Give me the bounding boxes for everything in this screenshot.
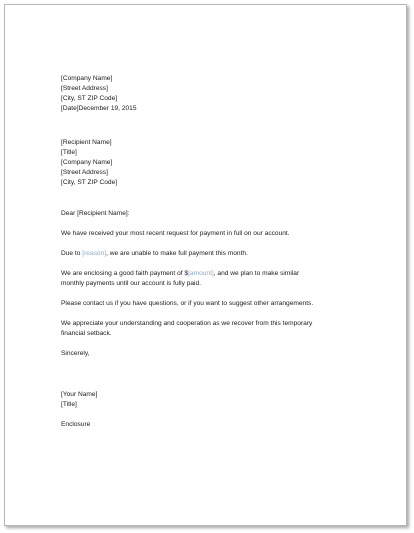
paragraph-5 xyxy=(61,319,361,339)
paragraph-1-text: We have received your most recent request for payment in full on our account. xyxy=(61,230,290,237)
recipient-address-block xyxy=(61,138,361,188)
signature-block xyxy=(61,390,361,410)
paragraph-2-end: , we are unable to make full payment this month. xyxy=(106,250,248,257)
salutation-text: Dear [Recipient Name]: xyxy=(61,210,130,217)
closing xyxy=(61,349,361,359)
signature-title: [Title] xyxy=(61,401,77,408)
paragraph-2 xyxy=(61,249,361,259)
paragraph-2-text xyxy=(61,249,361,259)
recipient-city: [City, ST ZIP Code] xyxy=(61,179,118,186)
paragraph-3 xyxy=(61,269,361,289)
paragraph-3-start: We are enclosing a good faith payment of $ xyxy=(61,270,189,277)
paragraph-5-line-1: We appreciate your understanding and cooperation as we recover from this temporary xyxy=(61,320,313,327)
signature-name: [Your Name] xyxy=(61,391,98,398)
sender-company: [Company Name] xyxy=(61,75,113,82)
paragraph-4-text: Please contact us if you have questions, or if you want to suggest other arrangements. xyxy=(61,300,314,307)
enclosure-note xyxy=(61,420,361,430)
paragraph-2-start: Due to xyxy=(61,250,83,257)
paragraph-4 xyxy=(61,299,361,309)
letter-page xyxy=(4,4,407,526)
letter-date xyxy=(61,104,361,114)
sender-city: [City, ST ZIP Code] xyxy=(61,95,118,102)
recipient-name: [Recipient Name] xyxy=(61,139,112,146)
date-value: December 19, 2015 xyxy=(78,105,137,112)
sender-address-block xyxy=(61,74,361,114)
paragraph-3-line-1 xyxy=(61,269,361,279)
sender-street: [Street Address] xyxy=(61,85,108,92)
enclosure-text: Enclosure xyxy=(61,421,91,428)
paragraph-1 xyxy=(61,229,361,239)
recipient-title: [Title] xyxy=(61,149,77,156)
date-placeholder: [Date] xyxy=(61,105,79,112)
amount-placeholder: [amount] xyxy=(188,270,214,277)
salutation xyxy=(61,209,361,219)
paragraph-5-line-2: financial setback. xyxy=(61,330,112,337)
paragraph-3-middle: , and we plan to make similar xyxy=(213,270,300,277)
reason-placeholder: [reason] xyxy=(82,250,107,257)
recipient-street: [Street Address] xyxy=(61,169,108,176)
paragraph-3-line-2: monthly payments until our account is fully paid. xyxy=(61,280,202,287)
closing-text: Sincerely, xyxy=(61,350,90,357)
recipient-company: [Company Name] xyxy=(61,159,113,166)
